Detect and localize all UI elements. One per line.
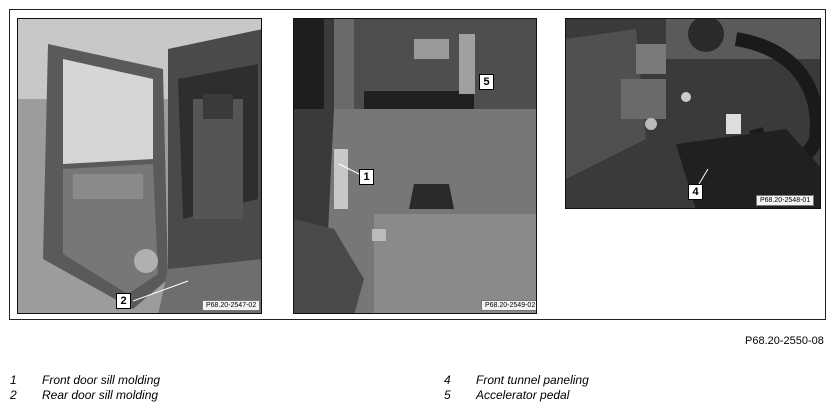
legend-text: Accelerator pedal: [476, 388, 570, 402]
dash-photo-drawing: [566, 19, 821, 209]
legend-text: Front tunnel paneling: [476, 373, 589, 387]
legend-number: 1: [10, 373, 17, 387]
callout-1: 1: [359, 169, 374, 185]
photo-reference-label: P68.20-2547-02: [202, 300, 260, 311]
photo-reference-label: P68.20-2548-01: [756, 195, 814, 206]
figure-reference: P68.20-2550-08: [745, 335, 824, 347]
floor-photo: [293, 18, 537, 314]
door-photo-drawing: [18, 19, 262, 314]
legend-number: 4: [444, 373, 451, 387]
dash-photo: [565, 18, 821, 209]
legend-number: 2: [10, 388, 17, 402]
callout-4: 4: [688, 184, 703, 200]
door-photo: [17, 18, 262, 314]
legend-number: 5: [444, 388, 451, 402]
legend-text: Front door sill molding: [42, 373, 161, 387]
legend-text: Rear door sill molding: [42, 388, 159, 402]
floor-photo-drawing: [294, 19, 537, 314]
photo-reference-label: P68.20-2549-02: [481, 300, 537, 311]
callout-5: 5: [479, 74, 494, 90]
callout-2: 2: [116, 293, 131, 309]
